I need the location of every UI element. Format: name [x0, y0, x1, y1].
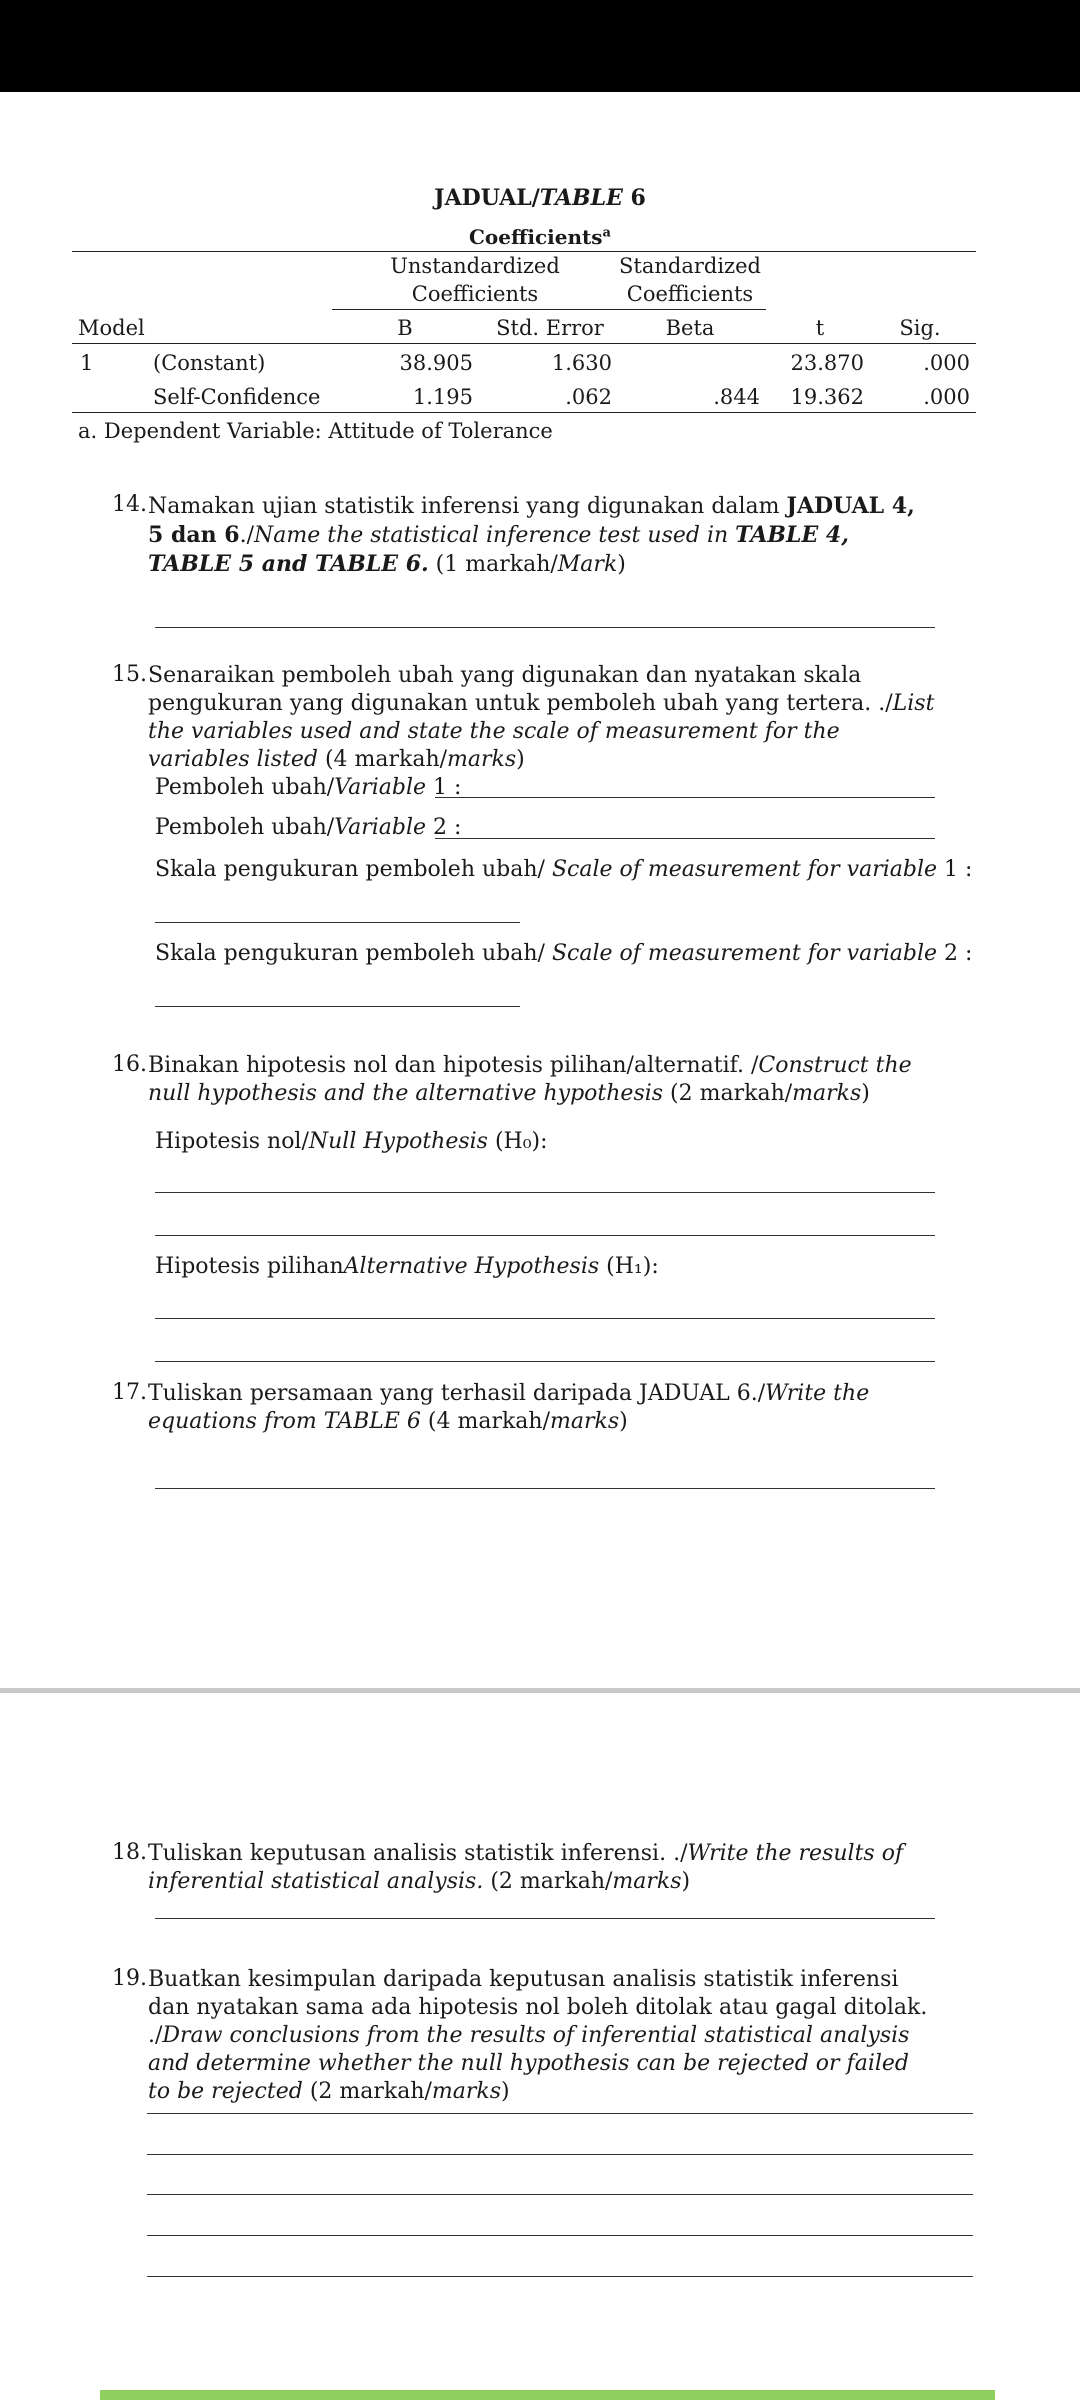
- null-hypothesis-line-1[interactable]: [155, 1192, 935, 1193]
- header-t: t: [815, 316, 825, 340]
- row-beta: .844: [713, 385, 760, 409]
- row-sig: .000: [923, 385, 970, 409]
- null-hypothesis-label: Hipotesis nol/Null Hypothesis (H₀):: [155, 1129, 548, 1154]
- q17-number: 17.: [112, 1380, 147, 1405]
- q14-number: 14.: [112, 492, 147, 517]
- q16-number: 16.: [112, 1052, 147, 1077]
- row-t: 23.870: [790, 351, 864, 375]
- row-b: 1.195: [412, 385, 473, 409]
- header-rule: [72, 343, 976, 344]
- alt-hypothesis-line-1[interactable]: [155, 1318, 935, 1319]
- status-bar: [0, 0, 1080, 92]
- header-sig: Sig.: [899, 316, 941, 340]
- row-sig: .000: [923, 351, 970, 375]
- scale-1-label: Skala pengukuran pemboleh ubah/ Scale of measurement for variable 1 :: [155, 857, 973, 882]
- group-header-unstandardized-2: Coefficients: [411, 282, 539, 306]
- q14-text: Namakan ujian statistik inferensi yang digunakan dalam JADUAL 4, 5 dan 6./Name the statistical inference test used in TABLE 4, TABLE 5 and TABLE 6. (1 markah/Mark): [148, 493, 915, 577]
- alt-hypothesis-label: Hipotesis pilihanAlternative Hypothesis (H₁):: [155, 1254, 659, 1279]
- q18-answer-line[interactable]: [155, 1918, 935, 1919]
- scale-2-answer-line[interactable]: [155, 1006, 520, 1007]
- header-b: B: [397, 316, 413, 340]
- scale-2-label: Skala pengukuran pemboleh ubah/ Scale of measurement for variable 2 :: [155, 941, 973, 966]
- row-name: Self-Confidence: [153, 385, 321, 409]
- page-divider: [0, 1688, 1080, 1693]
- group-header-standardized: Standardized: [619, 254, 761, 278]
- table-row: 1: [80, 351, 94, 375]
- table-subtitle: Coefficients$^a$: [469, 225, 611, 249]
- q17-text: Tuliskan persamaan yang terhasil daripada JADUAL 6./Write the equations from TABLE 6 (4 markah/marks): [148, 1381, 870, 1434]
- q19-answer-line-3[interactable]: [147, 2194, 973, 2195]
- q19-text: Buatkan kesimpulan daripada keputusan analisis statistik inferensi dan nyatakan sama ada hipotesis nol boleh ditolak atau gagal ditolak. ./Draw conclusions from the results of inferential statistical analysis and determine whether the null hypothesis can be rejected or failed to be rejected (2 markah/marks): [148, 1967, 928, 2104]
- q19-number: 19.: [112, 1966, 147, 1991]
- q18-number: 18.: [112, 1840, 147, 1865]
- variable-2-answer-line[interactable]: [435, 838, 935, 839]
- q19-answer-line-1[interactable]: [147, 2113, 973, 2114]
- table-title: JADUAL/TABLE 6: [434, 185, 646, 211]
- group-header-standardized-2: Coefficients: [626, 282, 754, 306]
- null-hypothesis-line-2[interactable]: [155, 1235, 935, 1236]
- header-model: Model: [78, 316, 145, 340]
- row-b: 38.905: [399, 351, 473, 375]
- q19-answer-line-5[interactable]: [147, 2276, 973, 2277]
- row-se: .062: [565, 385, 612, 409]
- variable-1-label: Pemboleh ubah/Variable 1 :: [155, 775, 462, 800]
- row-se: 1.630: [551, 351, 612, 375]
- table-bottom-rule: [72, 412, 976, 413]
- q14-answer-line[interactable]: [155, 627, 935, 628]
- q16-text: Binakan hipotesis nol dan hipotesis pilihan/alternatif. /Construct the null hypothesis and the alternative hypothesis (2 markah/marks): [148, 1053, 912, 1106]
- group-header-unstandardized: Unstandardized: [390, 254, 560, 278]
- q19-answer-line-2[interactable]: [147, 2154, 973, 2155]
- q15-number: 15.: [112, 662, 147, 687]
- bottom-green-bar: [100, 2390, 995, 2400]
- q15-text: Senaraikan pemboleh ubah yang digunakan dan nyatakan skala pengukuran yang digunakan untuk pemboleh ubah yang tertera. ./List the variables used and state the scale of measurement for the variables listed (4 markah/marks): [148, 663, 935, 772]
- row-name: (Constant): [153, 351, 266, 375]
- scale-1-answer-line[interactable]: [155, 922, 520, 923]
- q17-answer-line[interactable]: [155, 1488, 935, 1489]
- q19-answer-line-4[interactable]: [147, 2235, 973, 2236]
- header-std-error: Std. Error: [496, 316, 604, 340]
- q18-text: Tuliskan keputusan analisis statistik inferensi. ./Write the results of inferential statistical analysis. (2 markah/marks): [148, 1841, 904, 1894]
- alt-hypothesis-line-2[interactable]: [155, 1361, 935, 1362]
- table-top-rule: [72, 251, 976, 252]
- variable-1-answer-line[interactable]: [435, 797, 935, 798]
- row-t: 19.362: [790, 385, 864, 409]
- table-footnote: a. Dependent Variable: Attitude of Tolerance: [78, 419, 553, 443]
- variable-2-label: Pemboleh ubah/Variable 2 :: [155, 815, 462, 840]
- header-beta: Beta: [665, 316, 715, 340]
- group-rule: [332, 309, 766, 310]
